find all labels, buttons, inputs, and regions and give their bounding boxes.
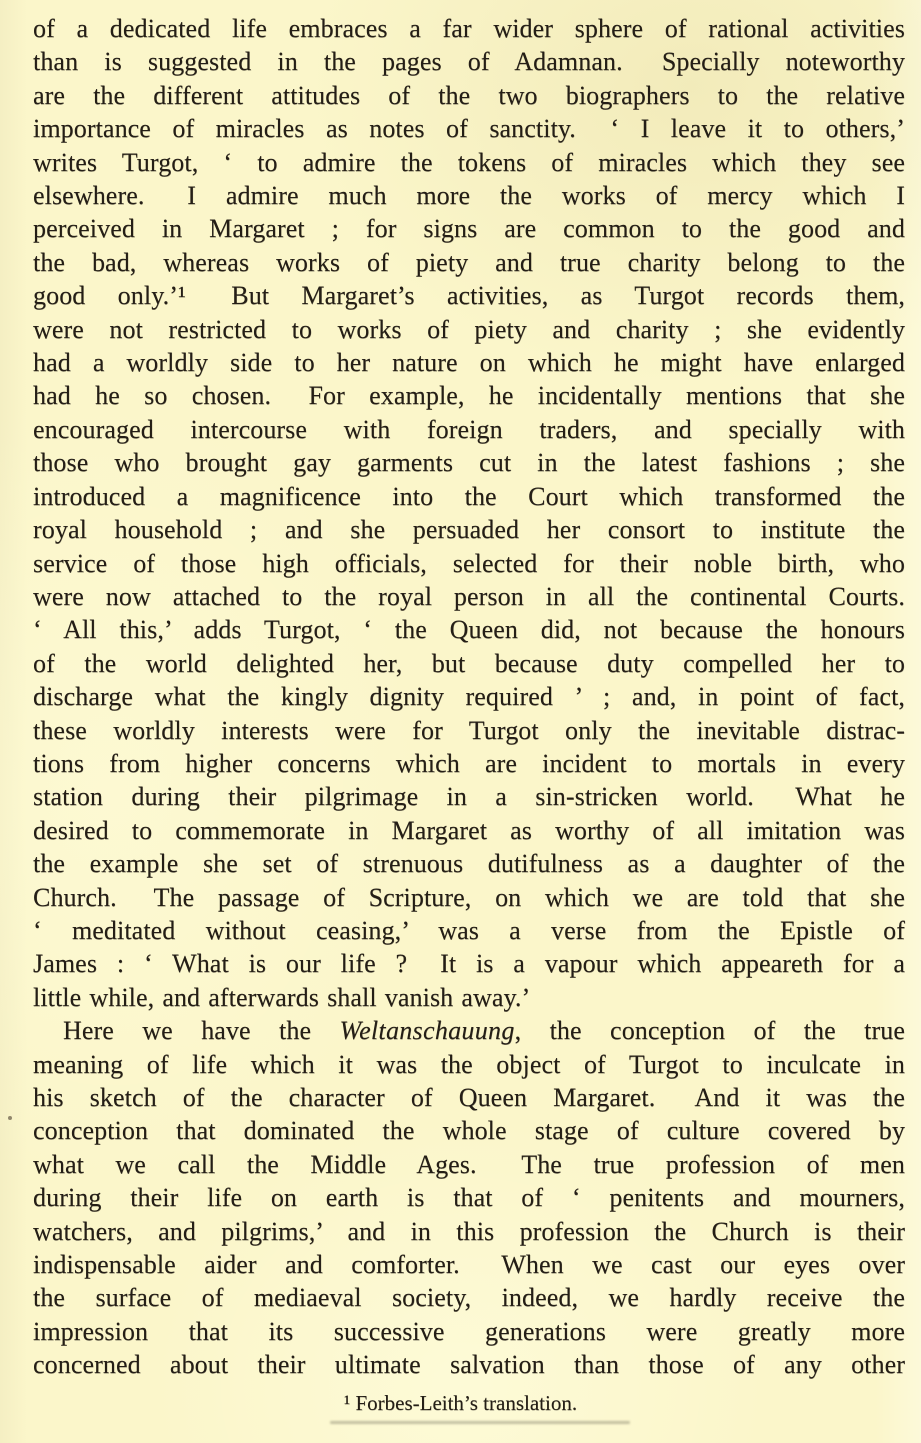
- text-line: had he so chosen. For example, he incidentally mentions that she: [33, 381, 905, 411]
- text-line: James : ‘ What is our life ? It is a vapour which appeareth for a: [33, 949, 905, 979]
- text-line: royal household ; and she persuaded her consort to institute the: [33, 515, 905, 545]
- text-line: ‘ All this,’ adds Turgot, ‘ the Queen did, not because the honours: [33, 615, 905, 645]
- text-line: indispensable aider and comforter. When we cast our eyes over: [33, 1250, 905, 1280]
- text-line: tions from higher concerns which are incident to mortals in every: [33, 748, 905, 778]
- text-line: during their life on earth is that of ‘ penitents and mourners,: [33, 1183, 905, 1213]
- text-line: introduced a magnificence into the Court which transformed the: [33, 481, 905, 511]
- text-line: elsewhere. I admire much more the works of mercy which I: [33, 181, 905, 211]
- text-line: service of those high officials, selected for their noble birth, who: [33, 548, 905, 578]
- text-line: the surface of mediaeval society, indeed, we hardly receive the: [33, 1283, 905, 1313]
- text-line: had a worldly side to her nature on which he might have enlarged: [33, 348, 905, 378]
- text-line: were now attached to the royal person in all the continental Courts.: [33, 581, 905, 611]
- text-line: ‘ meditated without ceasing,’ was a verse from the Epistle of: [33, 915, 905, 945]
- text-line: than is suggested in the pages of Adamnan. Specially noteworthy: [33, 47, 905, 77]
- text-line: these worldly interests were for Turgot only the inevitable distrac-: [33, 715, 905, 745]
- text-line: the bad, whereas works of piety and true charity belong to the: [33, 247, 905, 277]
- text-line: little while, and afterwards shall vanish away.’: [33, 982, 531, 1012]
- text-line: of a dedicated life embraces a far wider sphere of rational activities: [33, 14, 905, 43]
- text-line: Here we have the Weltanschauung, the conception of the true: [63, 1016, 905, 1046]
- text-block: [33, 12, 905, 1382]
- text-line: writes Turgot, ‘ to admire the tokens of miracles which they see: [33, 147, 905, 177]
- text-line: encouraged intercourse with foreign traders, and specially with: [33, 414, 905, 444]
- scan-speck: [8, 1116, 12, 1120]
- text-line: station during their pilgrimage in a sin-stricken world. What he: [33, 782, 905, 812]
- text-line: discharge what the kingly dignity required ’ ; and, in point of fact,: [33, 682, 905, 712]
- text-line: meaning of life which it was the object of Turgot to inculcate in: [33, 1049, 905, 1079]
- scan-smudge: [330, 1421, 630, 1424]
- text-line: impression that its successive generations were greatly more: [33, 1316, 905, 1346]
- text-line: good only.’¹ But Margaret’s activities, as Turgot records them,: [33, 281, 905, 311]
- footnote: ¹ Forbes-Leith’s translation.: [343, 1391, 578, 1415]
- text-line: his sketch of the character of Queen Margaret. And it was the: [33, 1083, 905, 1112]
- text-line: importance of miracles as notes of sanctity. ‘ I leave it to others,’: [33, 114, 905, 144]
- text-line: are the different attitudes of the two biographers to the relative: [33, 80, 905, 110]
- text-line: Church. The passage of Scripture, on which we are told that she: [33, 882, 905, 912]
- text-line: were not restricted to works of piety and charity ; she evidently: [33, 314, 905, 344]
- text-line: those who brought gay garments cut in the latest fashions ; she: [33, 448, 905, 478]
- text-line: conception that dominated the whole stage of culture covered by: [33, 1116, 905, 1146]
- text-line: watchers, and pilgrims,’ and in this profession the Church is their: [33, 1216, 905, 1246]
- text-line: perceived in Margaret ; for signs are common to the good and: [33, 214, 905, 244]
- text-line: concerned about their ultimate salvation than those of any other: [33, 1350, 905, 1380]
- text-line: of the world delighted her, but because duty compelled her to: [33, 648, 905, 678]
- text-line: desired to commemorate in Margaret as worthy of all imitation was: [33, 815, 905, 845]
- text-line: the example she set of strenuous dutifulness as a daughter of the: [33, 849, 905, 879]
- text-line: what we call the Middle Ages. The true profession of men: [33, 1149, 905, 1179]
